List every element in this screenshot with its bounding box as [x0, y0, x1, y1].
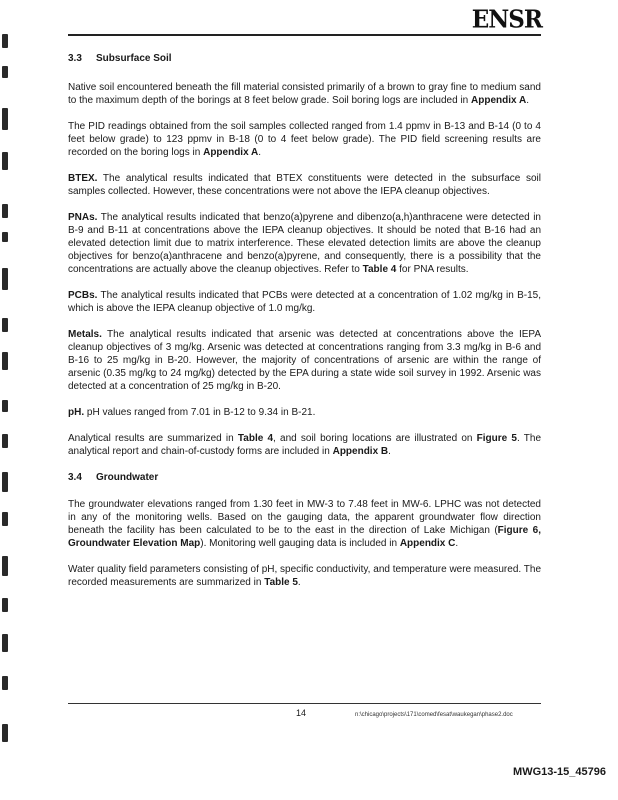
- ref-figure-5: Figure 5: [476, 433, 517, 444]
- paragraph-summary: Analytical results are summarized in Table 4, and soil boring locations are illustrated on Figure 5. The analytical report and chain-of-custody forms are included in Appendix B.: [68, 433, 542, 457]
- paragraph-btex: BTEX. The analytical results indicated that BTEX constituents were detected in the subsurface soil samples collected. However, these concentrations were not above the IEPA cleanup objectives.: [68, 173, 541, 197]
- paragraph-metals: Metals. The analytical results indicated that arsenic was detected at concentrations above the IEPA cleanup objectives of 3 mg/kg. Arsenic was detected at concentrations ranging from 3.3 mg/kg in B-6 and B-16 to 25 mg/kg in B-20. However, the majority of concentrations of arsenic are within the range of arsenic (0.35 mg/kg to 24 mg/kg) detected by the EPA during a state wide soil survey in 1992. Arsenic was detected at a concentration of 25 mg/kg in B-20.: [68, 329, 541, 392]
- binder-edge-marks: [0, 0, 14, 800]
- label-ph: pH.: [68, 407, 85, 418]
- page-body: [68, 52, 541, 601]
- document-id: MWG13-15_45796: [513, 766, 606, 778]
- ref-table-5: Table 5: [264, 577, 298, 588]
- section-title: Subsurface Soil: [96, 53, 172, 64]
- label-btex: BTEX.: [68, 173, 98, 184]
- paragraph-ph: pH. pH values ranged from 7.01 in B-12 to 9.34 in B-21.: [68, 407, 316, 418]
- footer-rule: [68, 703, 541, 704]
- ref-appendix-a: Appendix A: [471, 95, 527, 106]
- paragraph-pcbs: PCBs. The analytical results indicated that PCBs were detected at a concentration of 1.02 mg/kg in B-15, which is above the IEPA cleanup objective of 1.0 mg/kg.: [68, 290, 541, 314]
- ref-table-4: Table 4: [237, 433, 274, 444]
- section-number: 3.4: [68, 472, 82, 483]
- label-pnas: PNAs.: [68, 212, 98, 223]
- header-rule: [68, 34, 541, 36]
- section-heading-groundwater: [68, 471, 541, 484]
- paragraph-pnas: PNAs. The analytical results indicated that benzo(a)pyrene and dibenzo(a,h)anthracene were detected in B-9 and B-11 at concentrations above the IEPA cleanup objectives. It should be noted that B-16 had an elevated detection limit due to matrix interference. These elevated detection limits are above the cleanup objectives for benzo(a)anthracene and benzo(a)pyrene, and consequently, there is a possibility that the concentrations are actually above the cleanup objectives. Refer to Table 4 for PNA results.: [68, 212, 541, 275]
- label-pcbs: PCBs.: [68, 290, 98, 301]
- company-logo: ENSR: [471, 5, 542, 34]
- ref-appendix-b: Appendix B: [332, 446, 389, 457]
- page-number: 14: [296, 708, 307, 718]
- section-heading-subsurface-soil: [68, 52, 541, 65]
- ref-appendix-c: Appendix C: [399, 538, 456, 549]
- file-path: n:\chicago\projects\171\comed\fesat\waukegan\phase2.doc: [355, 712, 513, 718]
- paragraph-water-quality: Water quality field parameters consisting of pH, specific conductivity, and temperature were measured. The recorded measurements are summarized in Table 5.: [68, 564, 541, 588]
- ref-table-4: Table 4: [362, 264, 397, 275]
- paragraph-groundwater-elevations: The groundwater elevations ranged from 1.30 feet in MW-3 to 7.48 feet in MW-6. LPHC was not detected in any of the monitoring wells. Based on the gauging data, the apparent groundwater flow direction beneath the facility has been calculated to be to the east in the direction of Lake Michigan (Figure 6, Groundwater Elevation Map). Monitoring well gauging data is included in Appendix C.: [68, 499, 541, 549]
- paragraph-pid-readings: The PID readings obtained from the soil samples collected ranged from 1.4 ppmv in B-13 and B-14 (0 to 4 feet below grade) to 123 ppmv in B-18 (0 to 4 feet below grade). The PID field screening results are recorded on the boring logs in Appendix A.: [68, 121, 541, 158]
- section-title: Groundwater: [96, 472, 159, 483]
- ref-appendix-a: Appendix A: [203, 147, 259, 158]
- section-number: 3.3: [68, 53, 82, 64]
- ref-figure-6: Figure 6, Groundwater Elevation Map: [68, 525, 541, 549]
- paragraph-native-soil: Native soil encountered beneath the fill material consisted primarily of a brown to gray fine to medium sand to the maximum depth of the borings at 8 feet below grade. Soil boring logs are included in Appendix A.: [68, 82, 541, 106]
- label-metals: Metals.: [68, 329, 102, 340]
